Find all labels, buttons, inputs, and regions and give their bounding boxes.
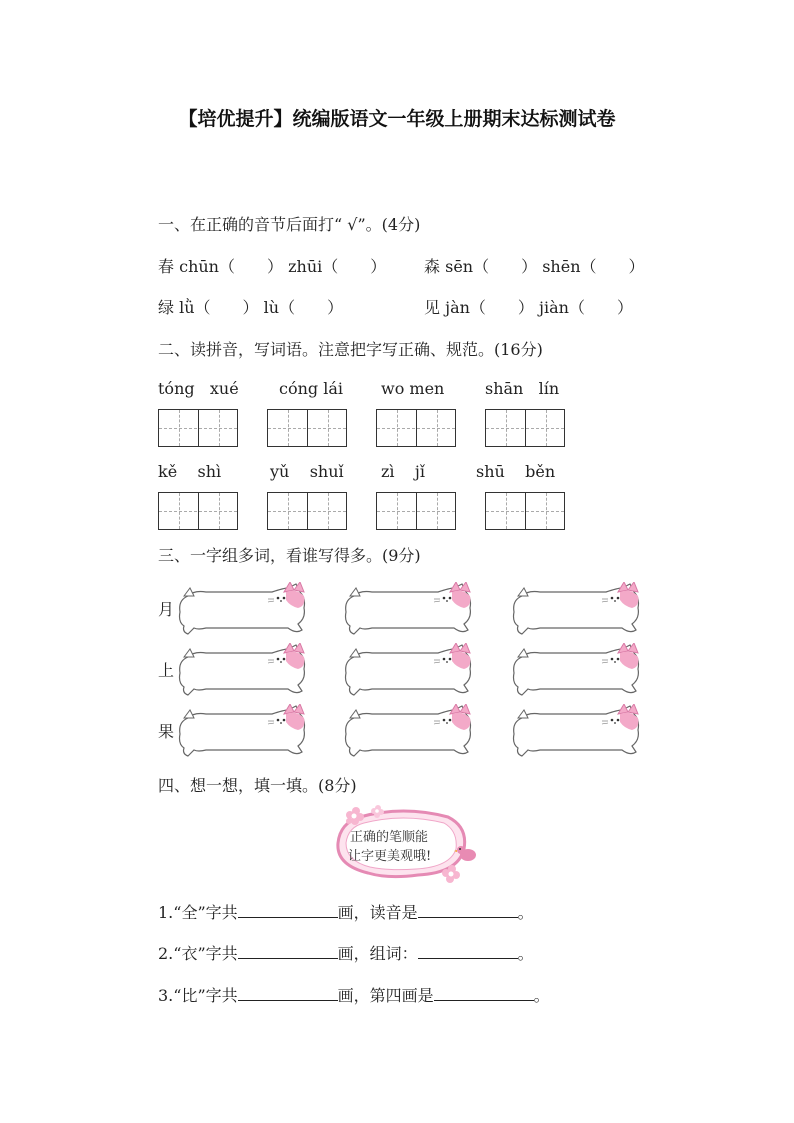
q1-option: shēn（ bbox=[542, 257, 597, 276]
section-3-heading: 三、一字组多词，看谁写得多。(9分) bbox=[158, 546, 421, 565]
q1-item-chun: 春 chūn（ ） zhūi（ ） bbox=[158, 257, 387, 276]
pinyin-label: shān lín bbox=[485, 379, 560, 398]
q1-option: zhūi（ bbox=[288, 257, 339, 276]
answer-blank[interactable] bbox=[418, 903, 518, 918]
q1-option: lù（ bbox=[263, 298, 296, 317]
pinyin-label: tóng xué bbox=[158, 379, 239, 398]
writing-grid[interactable] bbox=[485, 492, 565, 530]
cat-answer-box[interactable] bbox=[342, 704, 472, 760]
pinyin-label: cóng lái bbox=[279, 379, 343, 398]
cat-answer-box[interactable] bbox=[510, 704, 640, 760]
writing-grid[interactable] bbox=[267, 492, 347, 530]
answer-blank[interactable] bbox=[238, 986, 338, 1001]
cat-answer-box[interactable] bbox=[342, 643, 472, 699]
q1-item-jian: 见 jàn（ ） jiàn（ ） bbox=[424, 298, 633, 317]
pinyin-label: wo men bbox=[381, 379, 445, 398]
badge-text-line2: 让字更美观哦! bbox=[348, 849, 432, 864]
pinyin-label: kě shì bbox=[158, 462, 222, 481]
section-2-heading: 二、读拼音，写词语。注意把字写正确、规范。(16分) bbox=[158, 340, 543, 359]
answer-blank[interactable] bbox=[418, 944, 518, 959]
writing-grid[interactable] bbox=[485, 409, 565, 447]
word-char: 月 bbox=[158, 600, 175, 619]
q1-option: jiàn（ bbox=[539, 298, 585, 317]
word-char: 上 bbox=[158, 661, 175, 680]
page-title: 【培优提升】统编版语文一年级上册期末达标测试卷 bbox=[178, 108, 616, 130]
cat-answer-box[interactable] bbox=[176, 704, 306, 760]
writing-grid[interactable] bbox=[376, 492, 456, 530]
answer-blank[interactable] bbox=[434, 986, 534, 1001]
cat-answer-box[interactable] bbox=[176, 582, 306, 638]
q1-char: 春 bbox=[158, 257, 175, 276]
q1-char: 森 bbox=[424, 257, 441, 276]
q4-item-2: 2.“衣”字共 画，组词： 。 bbox=[158, 944, 534, 963]
pinyin-label: shū běn bbox=[476, 462, 556, 481]
pinyin-label: zì jǐ bbox=[381, 462, 425, 481]
writing-grid[interactable] bbox=[267, 409, 347, 447]
writing-grid[interactable] bbox=[376, 409, 456, 447]
cat-answer-box[interactable] bbox=[510, 582, 640, 638]
cat-answer-box[interactable] bbox=[342, 582, 472, 638]
q1-option: lǜ（ bbox=[179, 298, 211, 317]
section-1-heading: 一、在正确的音节后面打“ √”。(4分) bbox=[158, 215, 421, 234]
word-char: 果 bbox=[158, 722, 175, 741]
q1-option: jàn（ bbox=[445, 298, 486, 317]
writing-grid[interactable] bbox=[158, 492, 238, 530]
q4-item-3: 3.“比”字共 画，第四画是 。 bbox=[158, 986, 550, 1005]
writing-grid[interactable] bbox=[158, 409, 238, 447]
section-4-heading: 四、想一想，填一填。(8分) bbox=[158, 776, 357, 795]
cat-answer-box[interactable] bbox=[510, 643, 640, 699]
badge-text-line1: 正确的笔顺能 bbox=[350, 830, 429, 845]
pinyin-label: yǔ shuǐ bbox=[270, 462, 344, 481]
cat-answer-box[interactable] bbox=[176, 643, 306, 699]
q1-item-lv: 绿 lǜ（ ） lù（ ） bbox=[158, 298, 344, 317]
answer-blank[interactable] bbox=[238, 903, 338, 918]
q1-char: 绿 bbox=[158, 298, 175, 317]
q1-item-sen: 森 sēn（ ） shēn（ ） bbox=[424, 257, 645, 276]
q1-option: chūn（ bbox=[179, 257, 235, 276]
q1-char: 见 bbox=[424, 298, 441, 317]
answer-blank[interactable] bbox=[238, 944, 338, 959]
q4-item-1: 1.“全”字共 画，读音是 。 bbox=[158, 903, 534, 922]
q1-option: sēn（ bbox=[445, 257, 490, 276]
